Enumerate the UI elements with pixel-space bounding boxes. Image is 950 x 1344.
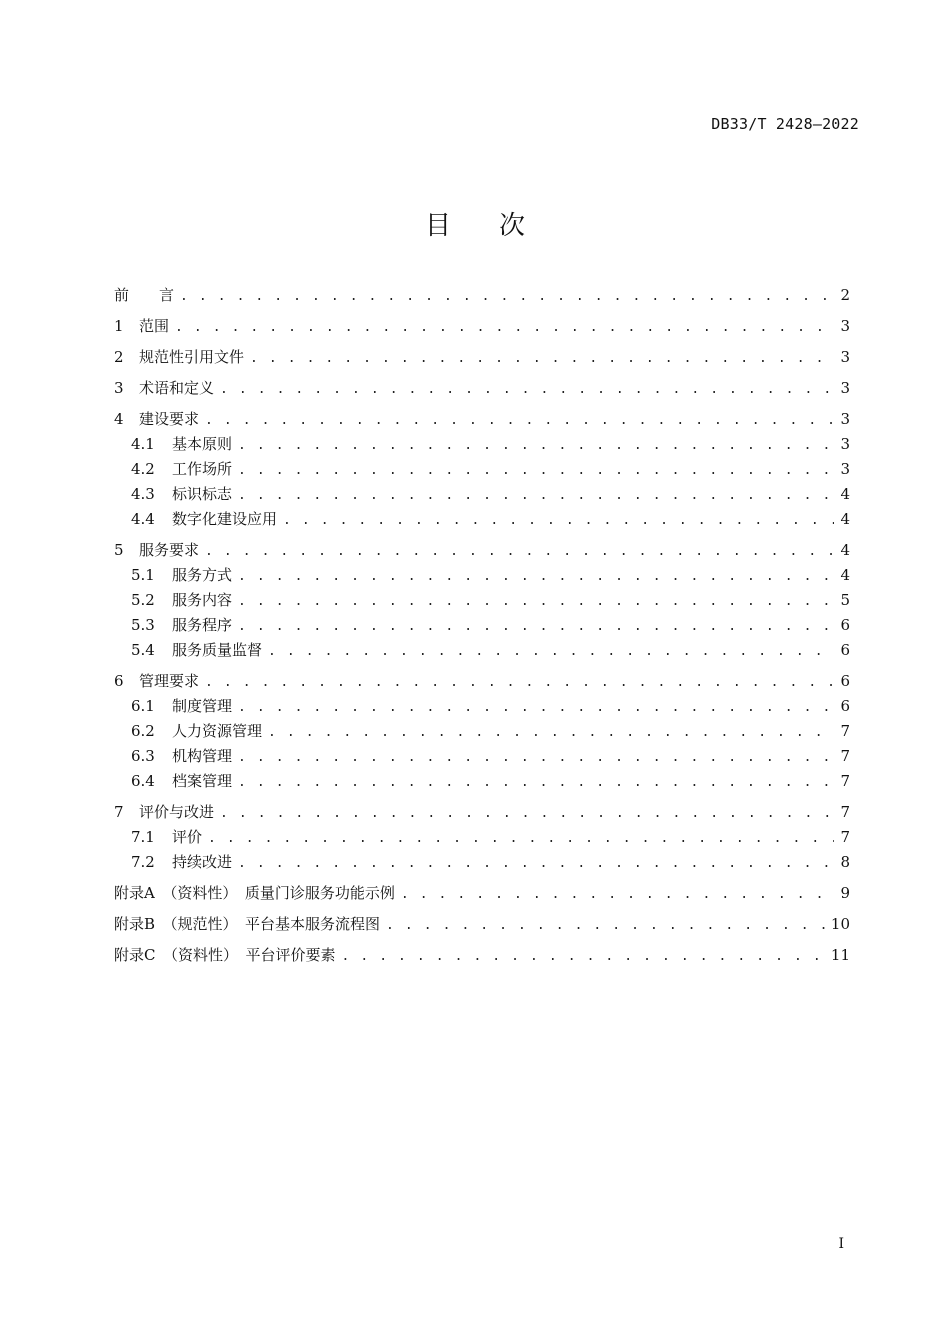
toc-entry-number: 3 (114, 379, 124, 397)
toc-entry[interactable] (114, 825, 850, 850)
toc-entry-page: 11 (830, 946, 850, 964)
toc-entry-number: 7 (114, 803, 124, 821)
page-title-char-1: 目 (424, 211, 451, 241)
toc-leader-dots (238, 458, 834, 483)
toc-leader-dots (238, 770, 834, 795)
toc-leader-dots (250, 346, 834, 371)
toc-entry[interactable] (114, 538, 850, 563)
toc-entry-page: 6 (840, 616, 850, 634)
toc-entry[interactable] (114, 407, 850, 432)
toc-entry[interactable] (114, 563, 850, 588)
toc-leader-dots (220, 377, 834, 402)
toc-entry-number: 5.1 (131, 566, 155, 584)
toc-entry-label: 服务要求 (139, 541, 200, 559)
toc-entry-page: 3 (840, 410, 850, 428)
toc-entry[interactable] (114, 744, 850, 769)
toc-entry-page: 5 (840, 591, 850, 609)
toc-entry-page: 6 (840, 697, 850, 715)
toc-leader-dots (175, 315, 834, 340)
toc-leader-dots (208, 826, 834, 851)
toc-leader-dots (401, 882, 834, 907)
toc-entry[interactable] (114, 850, 850, 875)
toc-entry-page: 9 (840, 884, 850, 902)
toc-entry-number: 5.4 (131, 641, 155, 659)
toc-entry[interactable] (114, 507, 850, 532)
toc-entry-number: 5 (114, 541, 124, 559)
toc-entry[interactable] (114, 694, 850, 719)
toc-leader-dots (238, 483, 834, 508)
toc-entry-label: 基本原则 (172, 435, 233, 453)
toc-entry-page: 4 (840, 541, 850, 559)
toc-entry[interactable] (114, 638, 850, 663)
toc-entry-number: 1 (114, 317, 124, 335)
toc-entry-page: 7 (840, 828, 850, 846)
toc-entry[interactable] (114, 719, 850, 744)
page-title (0, 205, 950, 242)
toc-entry-label: 管理要求 (139, 672, 200, 690)
toc-entry-number: 4.2 (131, 460, 155, 478)
toc-leader-dots (205, 670, 834, 695)
toc-entry-label: 规范性引用文件 (139, 348, 245, 366)
toc-entry-page: 8 (840, 853, 850, 871)
toc-entry-number: 5.2 (131, 591, 155, 609)
toc-entry[interactable] (114, 669, 850, 694)
toc-entry-number: 2 (114, 348, 124, 366)
toc-entry-label: 附录C （资料性） 平台评价要素 (114, 946, 336, 964)
toc-entry[interactable] (114, 482, 850, 507)
toc-entry-page: 3 (840, 460, 850, 478)
toc-entry[interactable] (114, 588, 850, 613)
toc-entry[interactable] (114, 432, 850, 457)
toc-entry-label: 范围 (139, 317, 170, 335)
toc-entry-number: 4.1 (131, 435, 155, 453)
toc-entry-label: 服务方式 (172, 566, 233, 584)
standard-code: DB33/T 2428—2022 (711, 115, 859, 133)
toc-entry-label: 人力资源管理 (172, 722, 263, 740)
toc-leader-dots (268, 720, 834, 745)
toc-leader-dots (180, 284, 834, 309)
toc-entry-label: 机构管理 (172, 747, 233, 765)
toc-leader-dots (238, 851, 834, 876)
toc-entry-number: 5.3 (131, 616, 155, 634)
toc-entry[interactable] (114, 943, 850, 968)
toc-leader-dots (238, 433, 834, 458)
toc-leader-dots (238, 589, 834, 614)
toc-entry-label: 附录B （规范性） 平台基本服务流程图 (114, 915, 381, 933)
toc-entry-label: 建设要求 (139, 410, 200, 428)
toc-entry-label: 服务质量监督 (172, 641, 263, 659)
toc-entry-page: 6 (840, 672, 850, 690)
toc-leader-dots (268, 639, 834, 664)
toc-entry-page: 6 (840, 641, 850, 659)
toc-entry-number: 6.3 (131, 747, 155, 765)
toc-leader-dots (238, 614, 834, 639)
toc-entry-number: 4.3 (131, 485, 155, 503)
table-of-contents (114, 283, 850, 968)
toc-entry[interactable] (114, 912, 850, 937)
toc-entry-label: 服务程序 (172, 616, 233, 634)
toc-entry-page: 3 (840, 348, 850, 366)
toc-entry[interactable] (114, 376, 850, 401)
toc-leader-dots (238, 695, 834, 720)
toc-entry-label: 标识标志 (172, 485, 233, 503)
toc-entry-page: 10 (830, 915, 850, 933)
toc-entry[interactable] (114, 457, 850, 482)
toc-entry-number: 6 (114, 672, 124, 690)
toc-entry-page: 7 (840, 722, 850, 740)
toc-entry-number: 7.1 (131, 828, 155, 846)
toc-leader-dots (205, 539, 834, 564)
toc-entry-page: 3 (840, 317, 850, 335)
toc-entry-label: 工作场所 (172, 460, 233, 478)
toc-entry-page: 7 (840, 747, 850, 765)
toc-entry-number: 6.2 (131, 722, 155, 740)
toc-entry-number: 6.1 (131, 697, 155, 715)
toc-entry-label: 持续改进 (172, 853, 233, 871)
toc-entry[interactable] (114, 345, 850, 370)
toc-entry[interactable] (114, 769, 850, 794)
toc-entry-page: 7 (840, 803, 850, 821)
toc-entry[interactable] (114, 283, 850, 308)
toc-entry-label: 评价与改进 (139, 803, 215, 821)
toc-entry-label: 附录A （资料性） 质量门诊服务功能示例 (114, 884, 395, 902)
toc-entry-label: 档案管理 (172, 772, 233, 790)
toc-entry[interactable] (114, 800, 850, 825)
toc-entry-page: 2 (840, 286, 850, 304)
toc-entry-label: 评价 (172, 828, 203, 846)
toc-leader-dots (238, 745, 834, 770)
toc-leader-dots (205, 408, 834, 433)
toc-entry[interactable] (114, 613, 850, 638)
toc-leader-dots (238, 564, 834, 589)
toc-entry-number: 6.4 (131, 772, 155, 790)
toc-leader-dots (283, 508, 834, 533)
toc-entry-label: 数字化建设应用 (172, 510, 278, 528)
toc-leader-dots (386, 913, 825, 938)
toc-entry-number: 7.2 (131, 853, 155, 871)
toc-entry-page: 4 (840, 566, 850, 584)
toc-entry-page: 4 (840, 485, 850, 503)
toc-entry-page: 4 (840, 510, 850, 528)
toc-entry-label: 前 言 (114, 286, 175, 304)
toc-entry-number: 4.4 (131, 510, 155, 528)
toc-entry-page: 3 (840, 435, 850, 453)
page-title-char-2: 次 (499, 211, 526, 241)
toc-entry-page: 7 (840, 772, 850, 790)
toc-leader-dots (220, 801, 834, 826)
toc-leader-dots (341, 944, 824, 969)
toc-entry-number: 4 (114, 410, 124, 428)
toc-entry-label: 术语和定义 (139, 379, 215, 397)
toc-entry-label: 服务内容 (172, 591, 233, 609)
toc-entry[interactable] (114, 314, 850, 339)
page-number: I (838, 1236, 844, 1252)
toc-entry-label: 制度管理 (172, 697, 233, 715)
toc-entry-page: 3 (840, 379, 850, 397)
toc-entry[interactable] (114, 881, 850, 906)
